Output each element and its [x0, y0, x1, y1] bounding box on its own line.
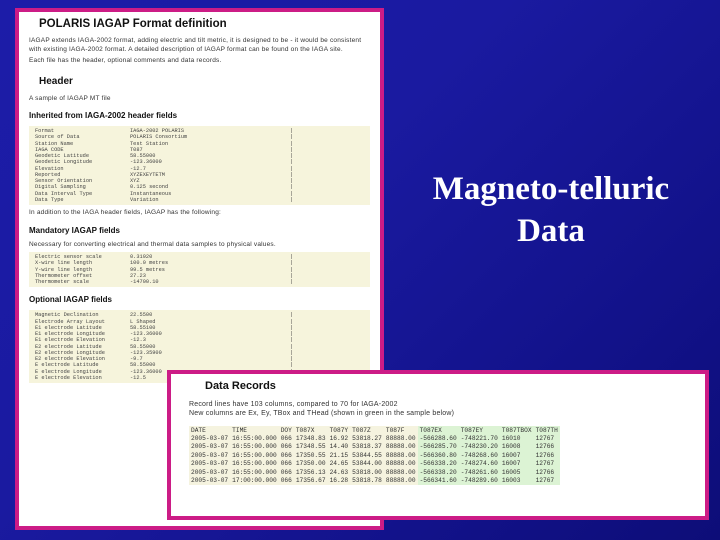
field-name: Elevation [35, 165, 64, 172]
table-cell: 17350.00 [295, 460, 326, 468]
table-cell: 066 [280, 468, 292, 476]
field-name: E electrode Longitude [35, 368, 102, 375]
slide-title [410, 168, 692, 252]
table-cell: 16.92 [329, 435, 349, 443]
field-name: E2 electrode Elevation [35, 356, 105, 362]
slide-title-line-1: Magneto-telluric [432, 171, 670, 207]
field-name: X-wire line length [35, 260, 93, 267]
field-value: 22.5500 [130, 312, 153, 319]
table-cell: 53818.37 [352, 443, 382, 451]
data-records-table [189, 426, 560, 485]
table-cell: 16007 [500, 460, 534, 468]
table-cell: 17356.13 [295, 468, 326, 476]
table-cell: 12767 [534, 434, 560, 442]
header-field-row: Thermometer offset 27.23 | [35, 272, 294, 279]
column-header: T087TBOX [501, 426, 532, 434]
table-cell: 16:55:00.000 [232, 468, 277, 476]
table-cell: 066 [280, 435, 292, 443]
field-value: XYZEXEYTETM [130, 171, 165, 178]
field-value: 100.0 metres [130, 260, 169, 267]
header-field-row: E1 electrode Longitude -123.36000 | [35, 331, 294, 337]
field-name: Geodetic Longitude [35, 159, 93, 166]
field-value: Test Station [130, 140, 169, 147]
header-field-row: Data Type Variation | [35, 196, 294, 203]
field-value: -12.7 [130, 165, 146, 172]
column-header: T087X [294, 426, 328, 434]
field-name: Data Type [35, 196, 64, 203]
field-value: 0.125 second [130, 184, 169, 191]
table-row [189, 451, 560, 459]
header-field-row: E1 electrode Latitude 58.55100 | [35, 324, 294, 331]
table-cell: 53818.00 [352, 468, 382, 476]
inherited-note: In addition to the IAGA header fields, IAGAP has the following: [29, 209, 222, 216]
header-sample-text: A sample of IAGAP MT file [29, 94, 111, 102]
table-cell: 16.28 [329, 477, 349, 485]
field-value: 0.31920 [130, 254, 153, 260]
field-value: L Shaped [130, 318, 156, 325]
document-title: POLARIS IAGAP Format definition [39, 18, 227, 30]
field-value: 58.55000 [130, 362, 156, 369]
table-row [189, 476, 560, 484]
data-records-document [167, 370, 709, 520]
header-field-row: Geodetic Latitude 58.55000 | [35, 153, 294, 159]
field-value: 99.5 metres [130, 266, 165, 273]
table-cell: -566338.20 [419, 460, 457, 468]
table-cell: 066 [280, 477, 292, 485]
table-cell: 16008 [500, 443, 534, 451]
table-cell: 16:55:00.000 [232, 443, 277, 451]
intro-paragraph: IAGAP extends IAGA-2002 format, adding electric and tilt metric, it is designed to be - it would be consistent with existing IAGA-2002 format. A detailed description of IAGAP format can be found on the IAGA site. [29, 37, 362, 53]
field-name: Station Name [35, 140, 74, 147]
field-value: 58.55000 [130, 153, 156, 159]
field-name: E2 electrode Longitude [35, 349, 105, 356]
field-value: 58.55100 [130, 324, 156, 331]
header-field-row: Electric sensor scale 0.31920 | [35, 254, 294, 260]
table-cell: 17:00:00.000 [232, 477, 277, 485]
table-cell: 17348.83 [295, 435, 326, 443]
table-cell: -748261.60 [460, 468, 498, 476]
table-cell: 16:55:00.000 [232, 435, 277, 443]
field-value: 58.55000 [130, 343, 156, 350]
field-value: -14700.10 [130, 279, 159, 285]
table-cell: 88888.00 [385, 477, 416, 485]
intro-paragraph-2: Each file has the header, optional comments and data records. [29, 57, 222, 64]
header-field-row: Elevation -12.7 | [35, 165, 294, 172]
table-cell: 88888.00 [385, 451, 416, 459]
field-name: Thermometer offset [35, 272, 93, 279]
table-cell: 16003 [500, 476, 534, 484]
mandatory-note: Necessary for converting electrical and thermal data samples to physical values. [29, 240, 276, 248]
optional-fields-heading: Optional IAGAP fields [29, 295, 112, 305]
table-cell: 066 [280, 451, 292, 459]
header-field-row: Source of Data POLARIS Consortium | [35, 134, 294, 141]
table-cell: -566341.60 [419, 477, 457, 485]
field-value: IAGA-2002 POLARIS [130, 128, 185, 134]
field-value: Variation [130, 196, 159, 203]
table-cell: 16:55:00.000 [232, 460, 277, 468]
table-cell: -748289.60 [460, 477, 498, 485]
field-value: T087 [130, 146, 143, 153]
header-field-row: Geodetic Longitude -123.36000 | [35, 159, 294, 166]
field-name: E1 electrode Latitude [35, 324, 102, 331]
table-cell: 16:55:00.000 [232, 451, 277, 459]
table-cell: 2005-03-07 [191, 451, 229, 459]
header-field-row: Station Name Test Station | [35, 140, 294, 147]
field-value: -123.36000 [130, 331, 162, 337]
header-field-row: Digital Sampling 0.125 second | [35, 184, 294, 191]
table-row [189, 443, 560, 451]
table-cell: -566285.70 [419, 443, 457, 451]
table-cell: 88888.00 [385, 443, 416, 451]
table-cell: 17350.55 [295, 451, 326, 459]
field-name: Data Interval Type [35, 190, 93, 197]
field-name: Reported [35, 171, 61, 178]
field-name: Source of Data [35, 134, 80, 141]
field-name: Electric sensor scale [35, 254, 102, 260]
table-cell: 17356.67 [295, 477, 326, 485]
table-cell: -748268.60 [460, 451, 498, 459]
table-cell: 12766 [534, 443, 560, 451]
column-header: DOY [280, 426, 292, 434]
column-header: T087Z [350, 426, 384, 434]
table-cell: 16005 [500, 468, 534, 476]
table-cell: -566338.20 [419, 468, 457, 476]
table-cell: 16007 [500, 451, 534, 459]
field-value: -9.7 [130, 356, 143, 362]
table-cell: 12766 [534, 451, 560, 459]
table-cell: 12767 [534, 476, 560, 484]
header-field-row: Reported XYZEXEYTETM | [35, 171, 294, 178]
header-field-row: Sensor Orientation XYZ | [35, 178, 294, 184]
table-cell: 88888.00 [385, 468, 416, 476]
header-field-row: E2 electrode Longitude -123.35900 | [35, 349, 294, 356]
table-cell: 2005-03-07 [191, 435, 229, 443]
table-cell: 2005-03-07 [191, 468, 229, 476]
column-header: T087Y [329, 426, 349, 434]
field-value: -123.36000 [130, 368, 162, 375]
field-value: -123.36000 [130, 159, 162, 166]
field-name: Digital Sampling [35, 184, 86, 191]
table-cell: 17348.55 [295, 443, 326, 451]
header-field-row: Y-wire line length 99.5 metres | [35, 266, 294, 273]
table-cell: 53844.00 [352, 460, 382, 468]
table-cell: 12767 [534, 460, 560, 468]
field-name: Electrode Array Layout [35, 318, 105, 325]
table-cell: 24.63 [329, 468, 349, 476]
field-name: Sensor Orientation [35, 178, 93, 184]
column-header: T087EY [459, 426, 500, 434]
field-value: Instantaneous [130, 190, 172, 197]
column-header: T087TH [535, 426, 558, 434]
table-cell: 88888.00 [385, 460, 416, 468]
field-name: E electrode Elevation [35, 374, 102, 381]
table-row [189, 434, 560, 442]
header-field-row: IAGA CODE T087 | [35, 146, 294, 153]
header-field-row: X-wire line length 100.0 metres | [35, 260, 294, 267]
field-name: Format [35, 128, 55, 134]
table-cell: 88888.00 [385, 435, 416, 443]
header-heading: Header [39, 75, 73, 87]
table-cell: 24.65 [329, 460, 349, 468]
field-name: E1 electrode Longitude [35, 331, 105, 337]
column-header: T087EX [418, 426, 459, 434]
table-cell: 53818.27 [352, 435, 382, 443]
table-cell: 53818.78 [352, 477, 382, 485]
slide-title-line-2: Data [517, 213, 585, 249]
table-cell: -566288.60 [419, 435, 457, 443]
table-cell: -748274.60 [460, 460, 498, 468]
data-records-title: Data Records [205, 380, 276, 392]
table-cell: 16010 [500, 434, 534, 442]
column-header: T087F [384, 426, 418, 434]
header-field-row: Magnetic Declination 22.5500 | [35, 312, 294, 319]
table-cell: 066 [280, 460, 292, 468]
field-value: -123.35900 [130, 349, 162, 356]
table-cell: -566360.80 [419, 451, 457, 459]
table-header-row [189, 426, 560, 434]
table-cell: 2005-03-07 [191, 460, 229, 468]
field-name: IAGA CODE [35, 146, 64, 153]
column-header: TIME [230, 426, 279, 434]
field-name: E2 electrode Latitude [35, 343, 102, 350]
column-header: DATE [189, 426, 230, 434]
header-field-row: Thermometer scale -14700.10 | [35, 279, 294, 285]
field-value: XYZ [130, 178, 140, 184]
field-value: -12.5 [130, 374, 146, 381]
field-name: E electrode Latitude [35, 362, 99, 369]
header-field-row: E2 electrode Elevation -9.7 | [35, 356, 294, 362]
field-name: E1 electrode Elevation [35, 337, 105, 344]
mandatory-fields-block [29, 252, 370, 287]
field-name: Geodetic Latitude [35, 153, 90, 159]
table-cell: 14.40 [329, 443, 349, 451]
table-row [189, 460, 560, 468]
table-cell: 2005-03-07 [191, 443, 229, 451]
table-cell: 21.15 [329, 451, 349, 459]
field-value: -12.3 [130, 337, 146, 344]
table-cell: -748230.20 [460, 443, 498, 451]
table-cell: 12766 [534, 468, 560, 476]
header-field-row: Electrode Array Layout L Shaped | [35, 318, 294, 325]
field-name: Thermometer scale [35, 279, 90, 285]
table-cell: 066 [280, 443, 292, 451]
records-description: Record lines have 103 columns, compared to 70 for IAGA-2002 [189, 401, 398, 408]
header-field-row: Format IAGA-2002 POLARIS | [35, 128, 294, 134]
inherited-fields-block [29, 126, 370, 205]
inherited-fields-heading: Inherited from IAGA-2002 header fields [29, 111, 178, 120]
table-row [189, 468, 560, 476]
field-name: Y-wire line length [35, 266, 93, 273]
table-cell: 53844.55 [352, 451, 382, 459]
header-field-row: E electrode Latitude 58.55000 | [35, 362, 294, 369]
field-value: POLARIS Consortium [130, 134, 188, 141]
records-description-2: New columns are Ex, Ey, TBox and THead (shown in green in the sample below) [189, 410, 455, 417]
header-field-row: E1 electrode Elevation -12.3 | [35, 337, 294, 344]
table-cell: -748221.70 [460, 435, 498, 443]
field-name: Magnetic Declination [35, 312, 99, 319]
mandatory-fields-heading: Mandatory IAGAP fields [29, 225, 120, 235]
table-cell: 2005-03-07 [191, 477, 229, 485]
header-field-row: Data Interval Type Instantaneous | [35, 190, 294, 197]
header-field-row: E2 electrode Latitude 58.55000 | [35, 343, 294, 350]
field-value: 27.23 [130, 272, 146, 279]
